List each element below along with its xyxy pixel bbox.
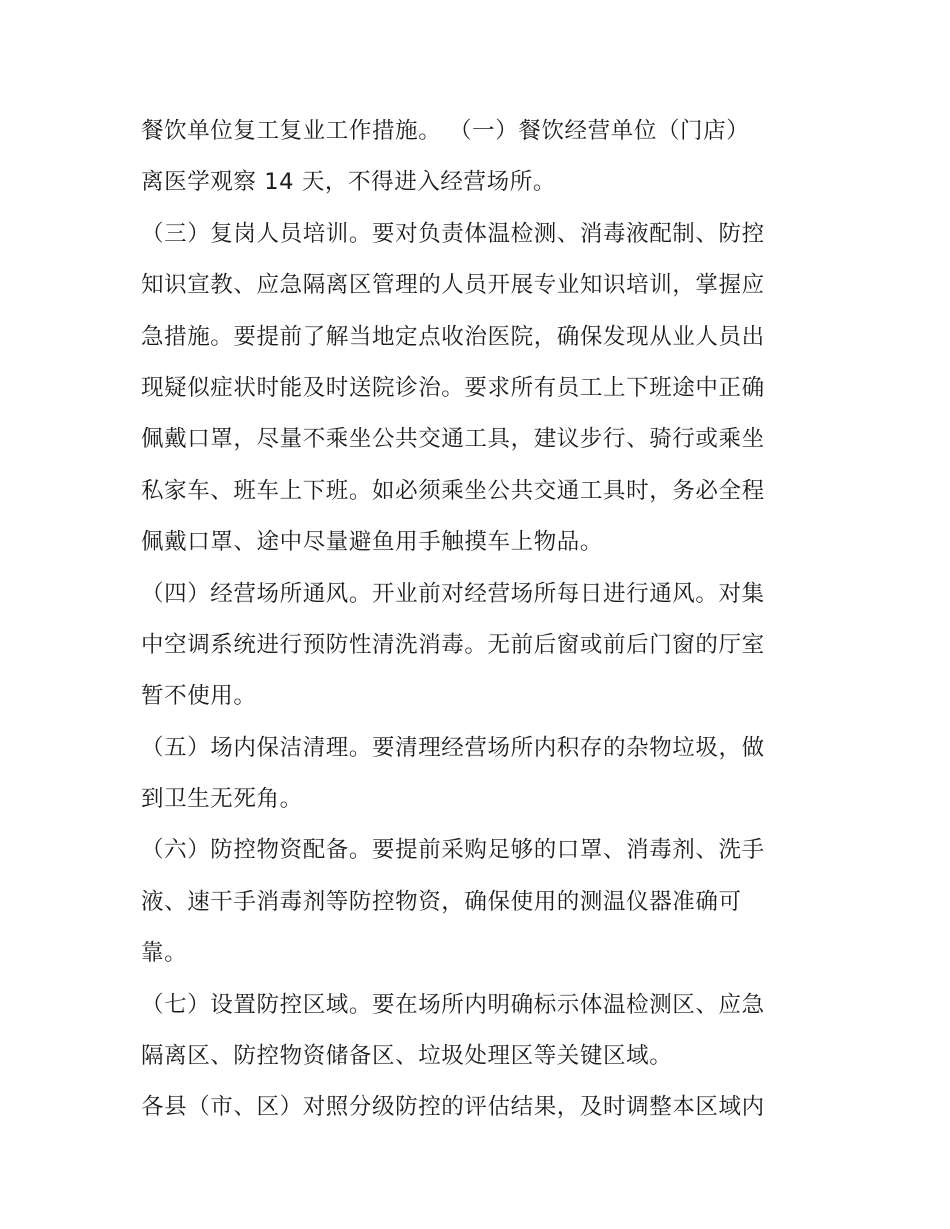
text-line: 液、速干手消毒剂等防控物资，确保使用的测温仪器准确可	[141, 888, 742, 915]
text-line: 私家车、班车上下班。如必须乘坐公共交通工具时，务必全程	[141, 477, 765, 504]
text-line: 隔离区、防控物资储备区、垃圾处理区等关键区域。	[141, 1043, 673, 1070]
text-line: 急措施。要提前了解当地定点收治医院，确保发现从业人员出	[141, 323, 765, 350]
text-line: （六）防控物资配备。要提前采购足够的口罩、消毒剂、洗手	[141, 837, 765, 864]
text-line: 到卫生无死角。	[141, 786, 303, 813]
text-line: 餐饮单位复工复业工作措施。 （一）餐饮经营单位（门店）	[141, 118, 750, 144]
text-line: （七）设置防控区域。要在场所内明确标示体温检测区、应急	[141, 991, 765, 1018]
text-line: 佩戴口罩、途中尽量避鱼用手触摸车上物品。	[141, 529, 604, 556]
text-line: 佩戴口罩，尽量不乘坐公共交通工具，建议步行、骑行或乘坐	[141, 426, 765, 453]
text-line: 现疑似症状时能及时送院诊治。要求所有员工上下班途中正确	[141, 374, 765, 401]
text-line: 知识宣教、应急隔离区管理的人员开展专业知识培训，掌握应	[141, 272, 765, 299]
text-line: （三）复岗人员培训。要对负责体温检测、消毒液配制、防控	[141, 220, 765, 247]
text-line: 离医学观察 14 天，不得进入经营场所。	[141, 169, 556, 196]
text-line: （四）经营场所通风。开业前对经营场所每日进行通风。对集	[141, 580, 765, 607]
text-line: 靠。	[141, 940, 188, 967]
document-body	[141, 106, 813, 1134]
text-line: （五）场内保洁清理。要清理经营场所内积存的杂物垃圾，做	[141, 734, 765, 761]
text-line: 暂不使用。	[141, 683, 257, 710]
text-line: 各县（市、区）对照分级防控的评估结果，及时调整本区域内	[141, 1094, 765, 1121]
text-line: 中空调系统进行预防性清洗消毒。无前后窗或前后门窗的厅室	[141, 631, 765, 658]
